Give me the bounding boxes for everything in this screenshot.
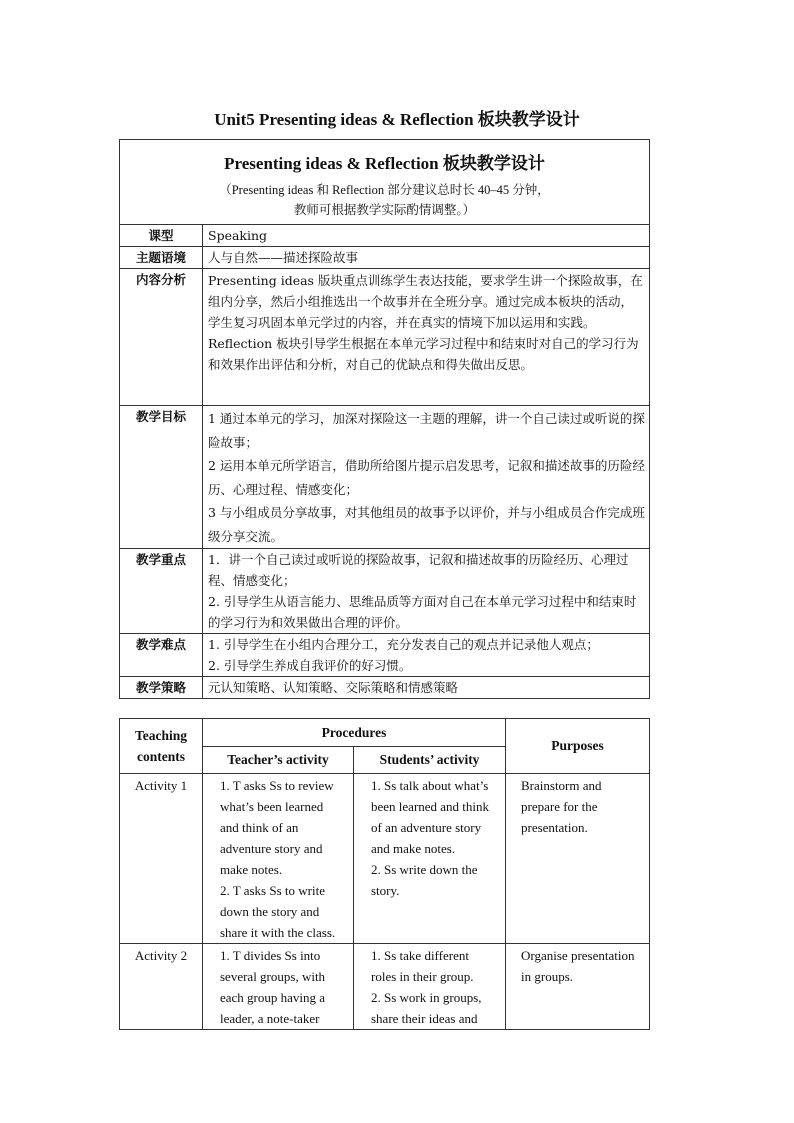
plan-header-title: Presenting ideas & Reflection 板块教学设计: [224, 154, 545, 173]
content-line: Presenting ideas 版块重点训练学生表达技能，要求学生讲一个探险故事，在组内分享，然后小组推选出一个故事并在全班分享。通过完成本板块的活动，学生复习巩固本单元学过的内容，并在真实的情境下加以运用和实践。: [208, 273, 643, 330]
plan-row-content-analysis: [120, 269, 650, 406]
lesson-plan-table: [119, 139, 650, 699]
document-title: Unit5 Presenting ideas & Reflection 板块教学设计: [214, 110, 580, 129]
teacher-activity: [203, 774, 354, 944]
row-content: [203, 549, 650, 634]
procedures-table: [119, 718, 650, 1030]
col-purposes: Purposes: [506, 719, 650, 774]
students-step: 1. Ss talk about what’s been learned and think of an adventure story and make notes.: [371, 778, 490, 856]
purpose: [506, 774, 650, 944]
row-content: [203, 247, 650, 269]
purpose-text: Brainstorm and prepare for the presentation.: [521, 778, 602, 835]
content-line: 3 与小组成员分享故事，对其他组员的故事予以评价，并与小组成员合作完成班级分享交流。: [208, 505, 645, 544]
activity-label: Activity 2: [120, 944, 203, 1030]
content-line: Speaking: [208, 228, 268, 243]
plan-header-cell: [120, 140, 650, 225]
row-content: [203, 225, 650, 247]
content-line: Reflection 板块引导学生根据在本单元学习过程中和结束时对自己的学习行为和效果作出评估和分析，对自己的优缺点和得失做出反思。: [208, 336, 639, 372]
plan-row-lesson-type: [120, 225, 650, 247]
teacher-step: 1. T divides Ss into several groups, with each group having a leader, a note-taker: [220, 948, 326, 1026]
col-procedures: Procedures: [203, 719, 506, 747]
plan-row-theme-context: [120, 247, 650, 269]
col-teaching-contents: Teaching contents: [120, 719, 203, 774]
row-label: 主题语境: [120, 247, 203, 269]
row-label: 教学重点: [120, 549, 203, 634]
teacher-step: 2. T asks Ss to write down the story and share it with the class.: [220, 883, 336, 940]
purpose-text: Organise presentation in groups.: [521, 948, 635, 984]
row-content: [203, 677, 650, 699]
row-label: 内容分析: [120, 269, 203, 406]
col-teacher-activity: Teacher’s activity: [203, 747, 354, 774]
content-line: 1. 引导学生在小组内合理分工，充分发表自己的观点并记录他人观点；: [208, 637, 599, 652]
content-line: 元认知策略、认知策略、交际策略和情感策略: [208, 680, 459, 695]
plan-header-note-line1: （Presenting ideas 和 Reflection 部分建议总时长 40–45 分钟，: [219, 183, 550, 197]
students-step: 2. Ss write down the story.: [371, 862, 478, 898]
plan-row-difficulties: [120, 634, 650, 677]
purpose: [506, 944, 650, 1030]
plan-header-note: [120, 180, 649, 220]
plan-header-row: [120, 140, 650, 225]
content-line: 2 运用本单元所学语言，借助所给图片提示启发思考，记叙和描述故事的历险经历、心理过程、情感变化；: [208, 458, 645, 497]
procedure-row-activity-1: [120, 774, 650, 944]
row-label: 教学目标: [120, 406, 203, 549]
row-label: 教学策略: [120, 677, 203, 699]
row-content: [203, 634, 650, 677]
content-line: 2. 引导学生从语言能力、思维品质等方面对自己在本单元学习过程中和结束时的学习行为和效果做出合理的评价。: [208, 594, 637, 630]
content-line: 人与自然——描述探险故事: [208, 250, 359, 265]
row-content: [203, 269, 650, 406]
students-step: 2. Ss work in groups, share their ideas and: [371, 990, 482, 1026]
row-label: 教学难点: [120, 634, 203, 677]
activity-label: Activity 1: [120, 774, 203, 944]
row-label: 课型: [120, 225, 203, 247]
procedure-row-activity-2: [120, 944, 650, 1030]
plan-row-key-points: [120, 549, 650, 634]
procedures-header-row-1: [120, 719, 650, 747]
plan-header-note-line2: 教师可根据教学实际酌情调整。）: [293, 203, 476, 217]
plan-row-objectives: [120, 406, 650, 549]
teacher-activity: [203, 944, 354, 1030]
content-line: 1．讲一个自己读过或听说的探险故事，记叙和描述故事的历险经历、心理过程、情感变化；: [208, 552, 629, 588]
students-activity: [354, 774, 506, 944]
row-content: [203, 406, 650, 549]
content-line: 2. 引导学生养成自我评价的好习惯。: [208, 658, 412, 673]
students-step: 1. Ss take different roles in their group.: [371, 948, 474, 984]
plan-row-strategies: [120, 677, 650, 699]
content-line: 1 通过本单元的学习，加深对探险这一主题的理解，讲一个自己读过或听说的探险故事；: [208, 411, 645, 450]
teacher-step: 1. T asks Ss to review what’s been learned and think of an adventure story and make notes.: [220, 778, 334, 877]
col-students-activity: Students’ activity: [354, 747, 506, 774]
students-activity: [354, 944, 506, 1030]
